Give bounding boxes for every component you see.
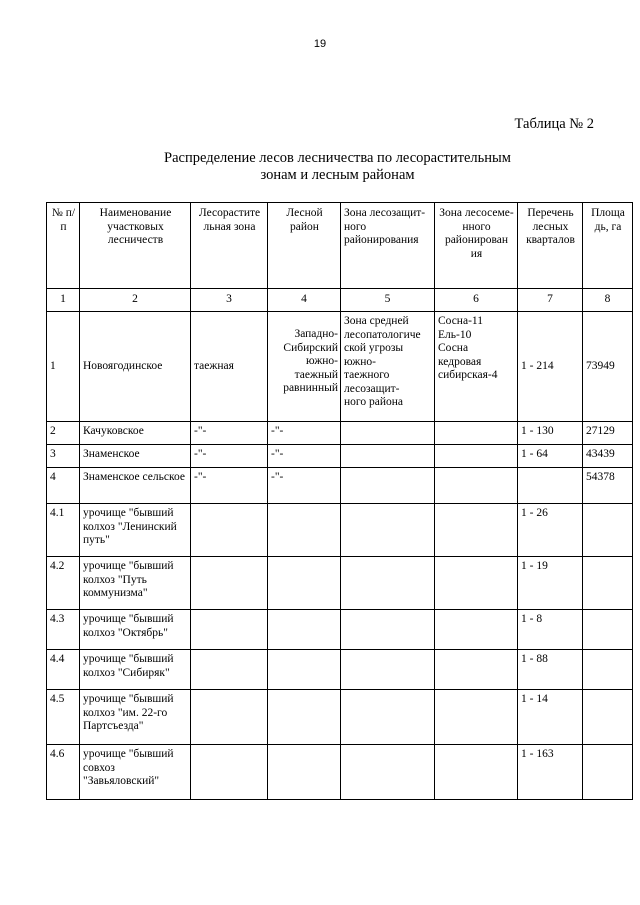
- forestry-name: Знаменское: [80, 445, 191, 468]
- seed-zone-line: сибирская-4: [438, 369, 498, 381]
- forestry-name: Знаменское сельское: [80, 468, 191, 504]
- table-row: [47, 312, 633, 422]
- row-number: 4.6: [47, 745, 80, 800]
- table-row: [47, 745, 633, 800]
- document-title: [110, 150, 565, 184]
- col-header-area: Площа дь, га: [583, 203, 633, 289]
- seed-zone-line: Сосна: [438, 342, 469, 354]
- table-row: [47, 557, 633, 610]
- forest-district: -"-: [268, 468, 341, 504]
- seed-zone: [435, 690, 518, 745]
- forest-quarters: 1 - 64: [518, 445, 583, 468]
- table-row: [47, 445, 633, 468]
- area-ha: [583, 745, 633, 800]
- table-row: [47, 690, 633, 745]
- protection-zone: [341, 745, 435, 800]
- protection-zone: [341, 650, 435, 690]
- forest-district: [268, 312, 341, 422]
- area-ha: [583, 504, 633, 557]
- forestry-name: урочище "бывший колхоз "Путь коммунизма": [80, 557, 191, 610]
- seed-zone-line: Сосна-11: [438, 315, 483, 327]
- forest-zone: [191, 610, 268, 650]
- col-header-protection-zone: Зона лесозащит- ного районирования: [341, 203, 435, 289]
- protection-zone: [341, 468, 435, 504]
- forest-quarters: 1 - 8: [518, 610, 583, 650]
- protection-zone-line: лесозащит-: [344, 382, 400, 395]
- table-row: [47, 650, 633, 690]
- col-header-quarters: Перечень лесных кварталов: [518, 203, 583, 289]
- title-line: зонам и лесным районам: [260, 167, 415, 183]
- seed-zone: [435, 650, 518, 690]
- column-number: 4: [268, 289, 341, 312]
- table-row: [47, 468, 633, 504]
- seed-zone: [435, 557, 518, 610]
- forest-zone: таежная: [191, 312, 268, 422]
- forest-zone: [191, 690, 268, 745]
- column-number: 7: [518, 289, 583, 312]
- row-number: 4.2: [47, 557, 80, 610]
- column-number: 2: [80, 289, 191, 312]
- column-number: 1: [47, 289, 80, 312]
- area-ha: [583, 557, 633, 610]
- forest-zone: [191, 504, 268, 557]
- forest-district: [268, 504, 341, 557]
- table-row: [47, 504, 633, 557]
- forestry-name: урочище "бывший колхоз "им. 22-го Партсъезда": [80, 690, 191, 745]
- col-header-district: Лесной район: [268, 203, 341, 289]
- area-ha: 54378: [583, 468, 633, 504]
- protection-zone-line: южно-: [344, 355, 376, 368]
- forestry-name: урочище "бывший колхоз "Октябрь": [80, 610, 191, 650]
- forest-quarters: 1 - 163: [518, 745, 583, 800]
- forest-zone: [191, 557, 268, 610]
- district-line: Сибирский: [283, 341, 338, 354]
- column-number: 5: [341, 289, 435, 312]
- column-number: 8: [583, 289, 633, 312]
- column-number: 6: [435, 289, 518, 312]
- forestry-name: урочище "бывший совхоз "Завьяловский": [80, 745, 191, 800]
- forest-quarters: [518, 468, 583, 504]
- district-line: таежный: [294, 368, 338, 381]
- seed-zone: [435, 422, 518, 445]
- row-number: 2: [47, 422, 80, 445]
- forest-zone: [191, 650, 268, 690]
- row-number: 4.1: [47, 504, 80, 557]
- protection-zone: [341, 557, 435, 610]
- protection-zone-line: Зона средней: [344, 315, 409, 327]
- forest-quarters: 1 - 88: [518, 650, 583, 690]
- forestry-name: урочище "бывший колхоз "Ленинский путь": [80, 504, 191, 557]
- protection-zone-line: лесопатологиче: [344, 328, 421, 341]
- column-number-row: [47, 289, 633, 312]
- col-header-zone: Лесорастите льная зона: [191, 203, 268, 289]
- row-number: 4: [47, 468, 80, 504]
- area-ha: 73949: [583, 312, 633, 422]
- forest-district: -"-: [268, 422, 341, 445]
- forest-quarters: 1 - 26: [518, 504, 583, 557]
- protection-zone: [341, 312, 435, 422]
- row-number: 3: [47, 445, 80, 468]
- forest-quarters: 1 - 14: [518, 690, 583, 745]
- protection-zone: [341, 422, 435, 445]
- title-line: Распределение лесов лесничества по лесорастительным: [164, 150, 511, 166]
- table-row: [47, 610, 633, 650]
- col-header-seed-zone: Зона лесосеме- нного районирован ия: [435, 203, 518, 289]
- table-label: Таблица № 2: [514, 116, 594, 132]
- district-line: равнинный: [283, 382, 338, 394]
- forest-zone: -"-: [191, 468, 268, 504]
- forest-district: [268, 610, 341, 650]
- forest-zone: -"-: [191, 422, 268, 445]
- forest-quarters: 1 - 19: [518, 557, 583, 610]
- seed-zone: [435, 312, 518, 422]
- forest-zone: [191, 745, 268, 800]
- seed-zone: [435, 610, 518, 650]
- area-ha: 27129: [583, 422, 633, 445]
- row-number: 4.5: [47, 690, 80, 745]
- row-number: 1: [47, 312, 80, 422]
- seed-zone: [435, 468, 518, 504]
- forest-district: [268, 745, 341, 800]
- forest-quarters: 1 - 130: [518, 422, 583, 445]
- area-ha: 43439: [583, 445, 633, 468]
- forestry-name: Качуковское: [80, 422, 191, 445]
- area-ha: [583, 650, 633, 690]
- forest-district: [268, 690, 341, 745]
- protection-zone-line: ного района: [344, 396, 403, 408]
- row-number: 4.4: [47, 650, 80, 690]
- forest-district: [268, 650, 341, 690]
- protection-zone: [341, 610, 435, 650]
- protection-zone: [341, 690, 435, 745]
- forest-district: [268, 557, 341, 610]
- forestry-name: урочище "бывший колхоз "Сибиряк": [80, 650, 191, 690]
- district-line: Западно-: [294, 328, 338, 340]
- protection-zone-line: таежного: [344, 369, 390, 381]
- forest-district: -"-: [268, 445, 341, 468]
- protection-zone: [341, 504, 435, 557]
- seed-zone: [435, 504, 518, 557]
- page-number: 19: [313, 38, 327, 50]
- seed-zone-line: Ель-10: [438, 328, 472, 341]
- table-header-row: [47, 203, 633, 289]
- col-header-name: Наименование участковых лесничеств: [80, 203, 191, 289]
- forestry-name: Новоягодинское: [80, 312, 191, 422]
- table-row: [47, 422, 633, 445]
- forest-distribution-table: [46, 202, 633, 800]
- forest-quarters: 1 - 214: [518, 312, 583, 422]
- seed-zone: [435, 445, 518, 468]
- row-number: 4.3: [47, 610, 80, 650]
- col-header-number: № п/п: [47, 203, 80, 289]
- forest-zone: -"-: [191, 445, 268, 468]
- district-line: южно-: [306, 355, 338, 367]
- seed-zone-line: кедровая: [438, 355, 482, 368]
- protection-zone-line: ской угрозы: [344, 342, 404, 354]
- area-ha: [583, 690, 633, 745]
- protection-zone: [341, 445, 435, 468]
- area-ha: [583, 610, 633, 650]
- column-number: 3: [191, 289, 268, 312]
- seed-zone: [435, 745, 518, 800]
